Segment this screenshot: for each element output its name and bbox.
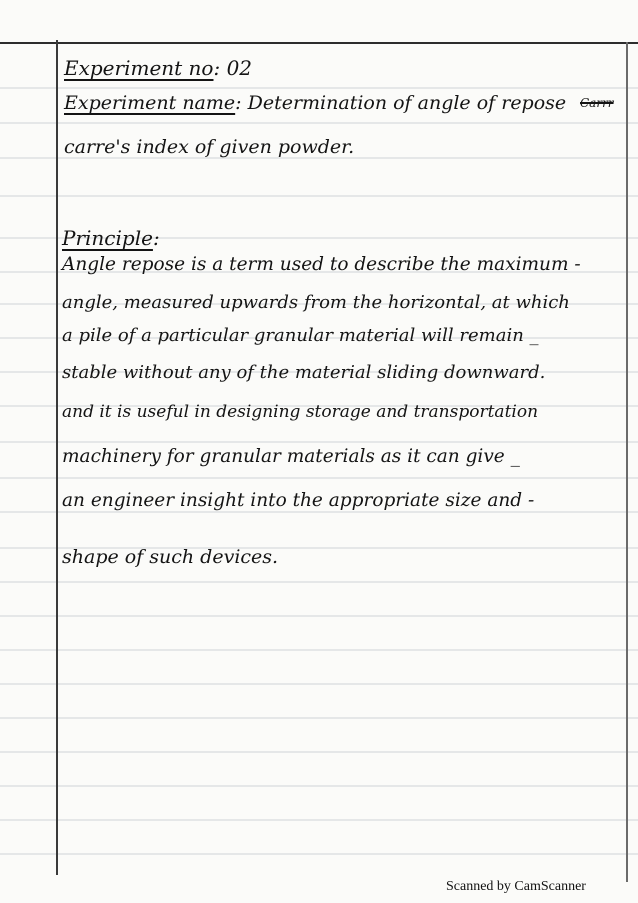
principle-line-7: an engineer insight into the appropriate size and - — [62, 490, 535, 511]
principle-heading-colon: : — [152, 226, 160, 250]
principle-line-8: shape of such devices. — [62, 546, 279, 568]
experiment-name-text: : Determination of angle of repose — [235, 92, 567, 114]
experiment-name-line — [64, 92, 566, 114]
experiment-number-value: : 02 — [213, 56, 253, 80]
camscanner-footer: Scanned by CamScanner — [446, 879, 586, 894]
experiment-name-strikethrough: Carrr — [580, 96, 614, 110]
principle-line-2: angle, measured upwards from the horizontal, at which — [62, 292, 570, 313]
experiment-name-label: Experiment name — [64, 92, 236, 114]
top-rule — [0, 42, 638, 44]
experiment-number-label: Experiment no — [64, 56, 214, 80]
principle-line-1: Angle repose is a term used to describe the maximum - — [62, 254, 581, 275]
right-margin-line — [626, 42, 628, 882]
experiment-name-continued: carre's index of given powder. — [64, 136, 355, 158]
left-margin-line — [56, 40, 58, 875]
principle-line-4: stable without any of the material sliding downward. — [62, 362, 546, 383]
principle-line-5: and it is useful in designing storage and transportation — [62, 402, 539, 422]
experiment-number-line — [64, 56, 252, 80]
principle-line-3: a pile of a particular granular material will remain _ — [62, 325, 539, 346]
principle-line-6: machinery for granular materials as it can give _ — [62, 446, 520, 467]
principle-heading-line — [62, 226, 160, 250]
principle-heading: Principle — [62, 226, 153, 250]
